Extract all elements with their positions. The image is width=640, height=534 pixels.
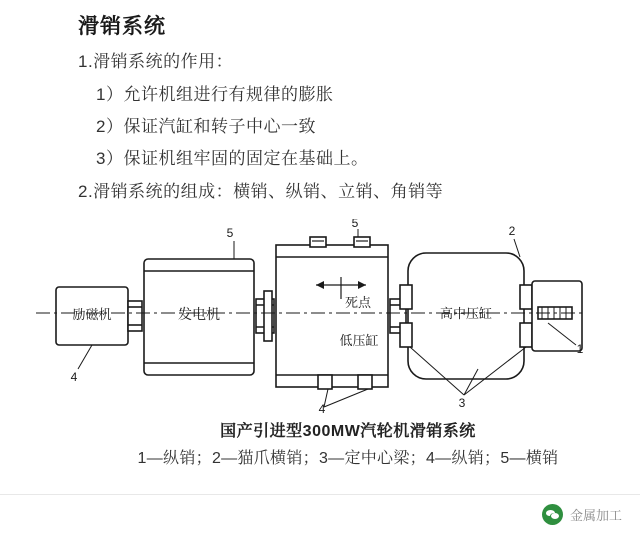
paragraph-composition: 2.滑销系统的组成：横销、纵销、立销、角销等 <box>78 181 444 201</box>
callout-4-mid: 4 <box>318 401 326 414</box>
figure-legend: 1—纵销；2—猫爪横销；3—定中心梁；4—纵销；5—横销 <box>137 449 559 467</box>
callout-3: 3 <box>458 395 466 410</box>
footer-account-name: 金属加工 <box>569 508 622 523</box>
label-high-mid-pressure: 高中压缸 <box>439 305 493 321</box>
figure-caption: 国产引进型300MW汽轮机滑销系统 <box>220 422 476 440</box>
label-dead-point: 死点 <box>344 294 372 310</box>
paragraph-purpose-item-1: 1）允许机组进行有规律的膨胀 <box>96 84 334 104</box>
paragraph-purpose-item-3: 3）保证机组牢固的固定在基础上。 <box>96 149 369 169</box>
callout-5-mid: 5 <box>351 218 359 230</box>
label-generator: 发电机 <box>178 305 220 322</box>
callout-1: 1 <box>576 341 584 356</box>
label-exciter: 励磁机 <box>72 306 112 322</box>
callout-5-left: 5 <box>226 225 234 240</box>
page-title: 滑销系统 <box>78 15 166 38</box>
callout-4-left: 4 <box>70 369 78 384</box>
wechat-icon <box>542 504 563 525</box>
page-footer <box>0 494 640 534</box>
sliding-key-system-diagram <box>28 219 588 414</box>
paragraph-purpose-heading: 1.滑销系统的作用： <box>78 52 234 72</box>
label-low-pressure: 低压缸 <box>339 332 379 348</box>
paragraph-purpose-item-2: 2）保证汽缸和转子中心一致 <box>96 116 316 136</box>
callout-2: 2 <box>508 223 516 238</box>
